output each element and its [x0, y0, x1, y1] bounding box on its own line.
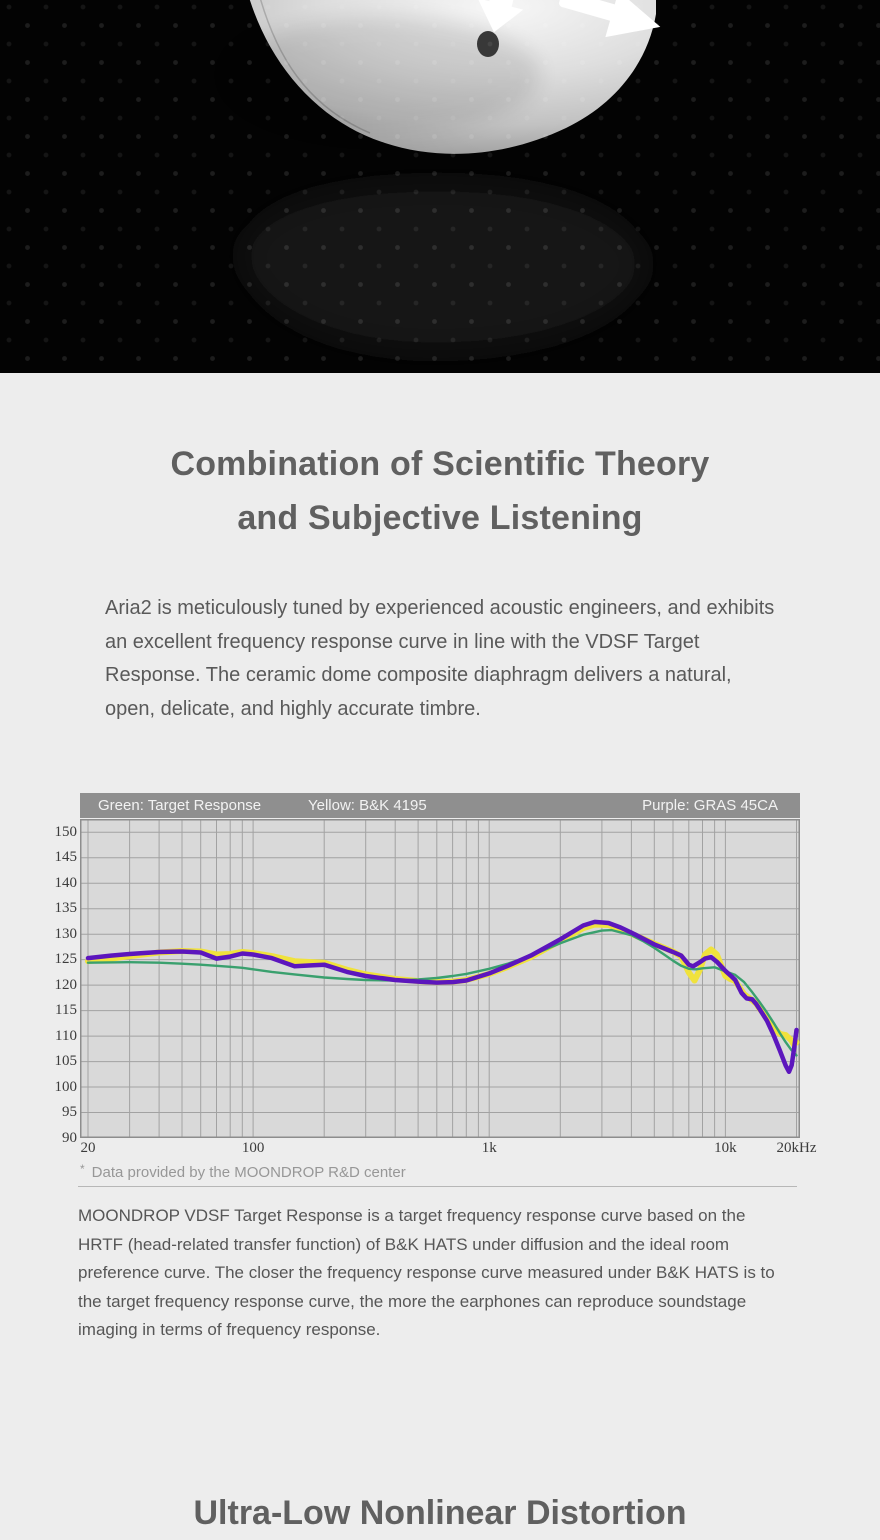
divider: [78, 1186, 797, 1187]
section-title: [0, 437, 880, 545]
y-tick-label: 100: [54, 1078, 77, 1095]
x-tick-label: 20kHz: [776, 1140, 817, 1156]
next-section-title: Ultra-Low Nonlinear Distortion: [193, 1494, 687, 1532]
legend-bk-4195: Yellow: B&K 4195: [308, 797, 427, 814]
vdsf-description-paragraph: MOONDROP VDSF Target Response is a target frequency response curve based on the HRTF (head-related transfer function) of B&K HATS under diffusion and the ideal room preference curve. The closer the frequency response curve measured under B&K HATS is to the target frequency response curve, the more the earphones can reproduce soundstage imaging in terms of frequency response.: [78, 1206, 775, 1339]
earbud-photo: [0, 0, 880, 373]
y-tick-label: 125: [54, 951, 77, 968]
chart-plot-area: [80, 819, 800, 1138]
y-tick-label: 135: [54, 900, 77, 917]
chart-legend-bar: [80, 793, 800, 818]
footnote-asterisk-icon: *: [80, 1162, 85, 1176]
y-tick-label: 105: [54, 1053, 77, 1070]
intro-paragraph: Aria2 is meticulously tuned by experienced acoustic engineers, and exhibits an excellent frequency response curve in line with the VDSF Target Response. The ceramic dome composite diaphragm delivers a natural, open, delicate, and highly accurate timbre.: [105, 597, 775, 720]
x-tick-label: 20: [80, 1140, 96, 1156]
y-tick-label: 95: [62, 1104, 77, 1120]
chart-footnote: [80, 1162, 406, 1181]
earbud-reflection: [240, 182, 646, 352]
earbud-vent-hole: [477, 31, 499, 57]
legend-gras-45ca: Purple: GRAS 45CA: [642, 797, 778, 814]
x-tick-label: 100: [241, 1140, 265, 1156]
chart-plot-wrap: [54, 819, 817, 1156]
y-tick-label: 150: [54, 823, 77, 840]
y-tick-label: 120: [54, 976, 77, 993]
y-tick-label: 110: [55, 1027, 77, 1044]
y-tick-label: 90: [62, 1129, 77, 1146]
footnote-text: Data provided by the MOONDROP R&D center: [91, 1164, 406, 1181]
hero-section: [0, 0, 880, 373]
y-tick-label: 115: [55, 1002, 77, 1019]
frequency-response-chart: [45, 793, 835, 1165]
section-title-line2: and Subjective Listening: [237, 499, 643, 537]
section-title-line1: Combination of Scientific Theory: [170, 445, 710, 483]
x-tick-label: 10k: [714, 1140, 737, 1156]
x-tick-label: 1k: [481, 1140, 497, 1156]
legend-target-response: Green: Target Response: [98, 797, 262, 814]
y-tick-label: 140: [54, 874, 77, 891]
y-tick-label: 145: [54, 849, 77, 866]
y-tick-label: 130: [54, 925, 77, 942]
